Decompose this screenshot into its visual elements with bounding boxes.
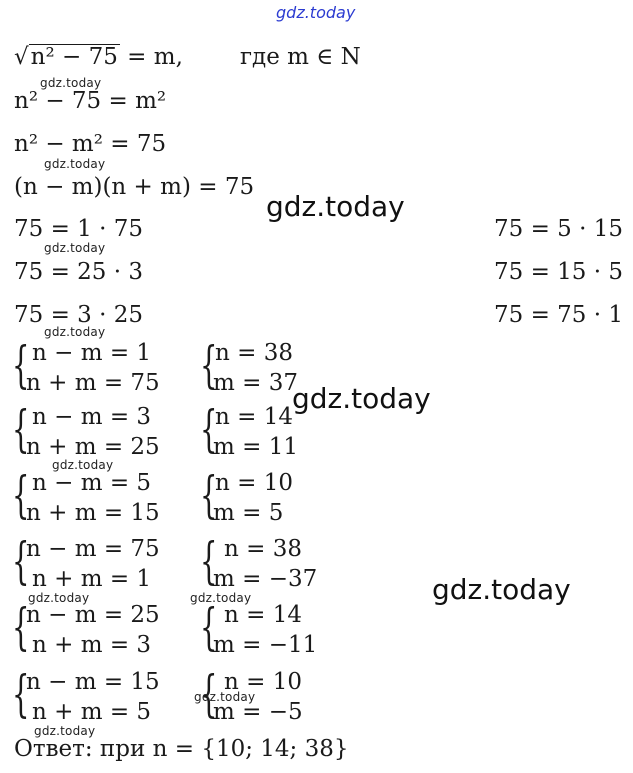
brace: { [200, 466, 218, 524]
brace: { [200, 598, 218, 656]
watermark-small: gdz.today [44, 241, 106, 255]
system-2-sol-1: n = 14 [215, 404, 293, 430]
system-1-sol-1: n = 38 [215, 340, 293, 366]
factor-left-3: 75 = 3 · 25 [14, 302, 143, 328]
system-1-sol-2: m = 37 [213, 370, 298, 396]
system-3-eq-2: n + m = 15 [26, 500, 160, 526]
brace: { [200, 665, 218, 723]
watermark-small: gdz.today [28, 591, 90, 605]
watermark-large: gdz.today [292, 382, 431, 415]
factor-right-3: 75 = 75 · 1 [494, 302, 623, 328]
brace: { [200, 336, 218, 394]
equation-1-rest: = m, [119, 44, 183, 70]
answer-line: Ответ: при n = {10; 14; 38} [14, 736, 349, 762]
factor-left-2: 75 = 25 · 3 [14, 259, 143, 285]
brace: { [12, 400, 30, 458]
system-2-eq-1: n − m = 3 [32, 404, 152, 430]
brace: { [12, 598, 30, 656]
system-2-sol-2: m = 11 [213, 434, 298, 460]
watermark-small: gdz.today [44, 157, 106, 171]
system-1-eq-2: n + m = 75 [26, 370, 160, 396]
system-6-sol-2: m = −5 [213, 699, 303, 725]
watermark-large: gdz.today [266, 190, 405, 223]
brace: { [12, 665, 30, 723]
system-5-sol-2: m = −11 [213, 632, 318, 658]
watermark-large: gdz.today [432, 573, 571, 606]
system-5-sol-1: n = 14 [224, 602, 302, 628]
system-6-sol-1: n = 10 [224, 669, 302, 695]
equation-line-2: n² − 75 = m² [14, 88, 167, 114]
brace: { [200, 532, 218, 590]
system-4-eq-1: n − m = 75 [26, 536, 160, 562]
system-4-eq-2: n + m = 1 [32, 566, 152, 592]
brace: { [200, 400, 218, 458]
watermark-small: gdz.today [40, 76, 102, 90]
watermark-small: gdz.today [44, 325, 106, 339]
system-5-eq-2: n + m = 3 [32, 632, 152, 658]
radicand: n² − 75 [30, 44, 118, 70]
watermark-small: gdz.today [52, 458, 114, 472]
watermark-small: gdz.today [194, 690, 256, 704]
factor-left-1: 75 = 1 · 75 [14, 216, 143, 242]
system-4-sol-1: n = 38 [224, 536, 302, 562]
system-5-eq-1: n − m = 25 [26, 602, 160, 628]
system-1-eq-1: n − m = 1 [32, 340, 152, 366]
system-3-sol-1: n = 10 [215, 470, 293, 496]
factor-right-2: 75 = 15 · 5 [494, 259, 623, 285]
brace: { [12, 466, 30, 524]
watermark-small: gdz.today [34, 724, 96, 738]
system-6-eq-2: n + m = 5 [32, 699, 152, 725]
factor-right-1: 75 = 5 · 15 [494, 216, 623, 242]
system-4-sol-2: m = −37 [213, 566, 318, 592]
system-6-eq-1: n − m = 15 [26, 669, 160, 695]
sqrt-sign: √ [14, 44, 29, 70]
brace: { [12, 336, 30, 394]
equation-line-4: (n − m)(n + m) = 75 [14, 174, 255, 200]
watermark-small: gdz.today [190, 591, 252, 605]
system-2-eq-2: n + m = 25 [26, 434, 160, 460]
equation-line-3: n² − m² = 75 [14, 131, 167, 157]
watermark-top: gdz.today [276, 3, 356, 22]
system-3-sol-2: m = 5 [213, 500, 284, 526]
system-3-eq-1: n − m = 5 [32, 470, 152, 496]
condition-text: где m ∈ N [240, 44, 361, 70]
brace: { [12, 532, 30, 590]
equation-line-1 [14, 44, 183, 70]
